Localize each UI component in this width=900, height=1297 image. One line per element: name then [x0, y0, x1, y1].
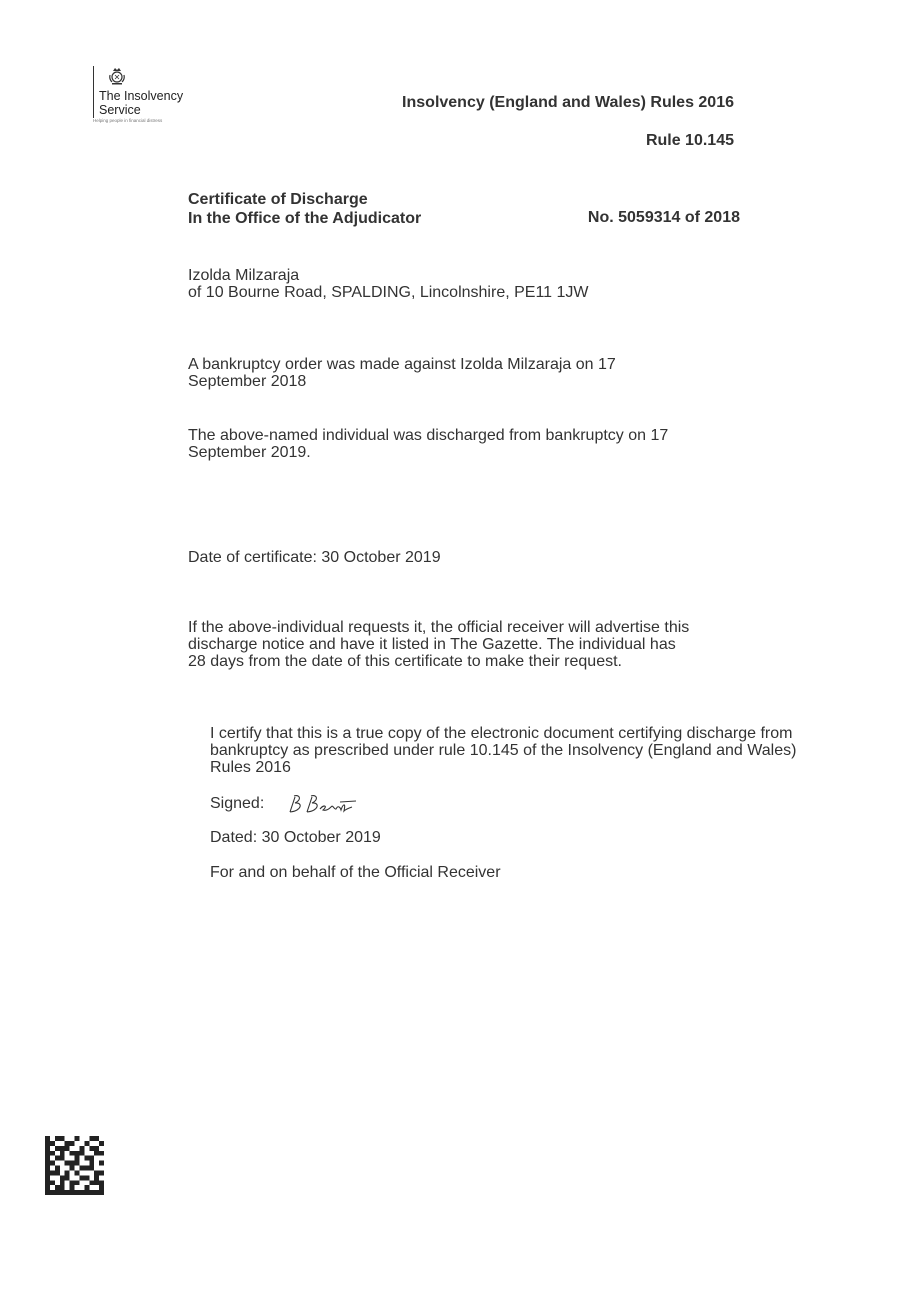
person-block: [188, 267, 589, 301]
dated-line: Dated: 30 October 2019: [210, 829, 381, 846]
advertise-line1: If the above-individual requests it, the official receiver will advertise this: [188, 619, 690, 636]
signed-label: Signed:: [210, 795, 265, 812]
rules-title: Insolvency (England and Wales) Rules 2016: [402, 94, 734, 111]
certificate-title: [188, 190, 421, 228]
discharge-line1: The above-named individual was discharged from bankruptcy on 17: [188, 427, 669, 444]
on-behalf-line: For and on behalf of the Official Receiver: [210, 864, 501, 881]
certificate-title-line2: In the Office of the Adjudicator: [188, 210, 422, 227]
logo-text-line1: The Insolvency: [99, 89, 184, 103]
true-copy-line3: Rules 2016: [210, 759, 291, 776]
certificate-date: Date of certificate: 30 October 2019: [188, 549, 441, 566]
person-name: Izolda Milzaraja: [188, 267, 300, 284]
2d-barcode-icon: [44, 1136, 105, 1195]
logo-tagline: Helping people in financial distress: [93, 118, 163, 123]
true-copy-line1: I certify that this is a true copy of the electronic document certifying discharge from: [210, 725, 793, 742]
advertise-line3: 28 days from the date of this certificate to make their request.: [188, 653, 622, 670]
signature-image: [286, 792, 366, 818]
bankruptcy-order-paragraph: [188, 356, 616, 390]
rule-number: Rule 10.145: [645, 132, 734, 149]
certificate-title-line1: Certificate of Discharge: [188, 191, 368, 208]
person-address: of 10 Bourne Road, SPALDING, Lincolnshire, PE11 1JW: [188, 284, 589, 301]
royal-crest-icon: [107, 66, 127, 86]
logo-text-line2: Service: [99, 103, 141, 117]
logo-divider: [93, 66, 94, 118]
discharge-paragraph: [188, 427, 668, 461]
discharge-line2: September 2019.: [188, 444, 311, 461]
order-line1: A bankruptcy order was made against Izolda Milzaraja on 17: [188, 356, 616, 373]
advertise-paragraph: [188, 619, 689, 670]
advertise-line2: discharge notice and have it listed in The Gazette. The individual has: [188, 636, 676, 653]
certificate-number: No. 5059314 of 2018: [587, 209, 740, 226]
true-copy-line2: bankruptcy as prescribed under rule 10.145 of the Insolvency (England and Wales): [210, 742, 797, 759]
order-line2: September 2018: [188, 373, 307, 390]
true-copy-paragraph: [210, 725, 860, 776]
